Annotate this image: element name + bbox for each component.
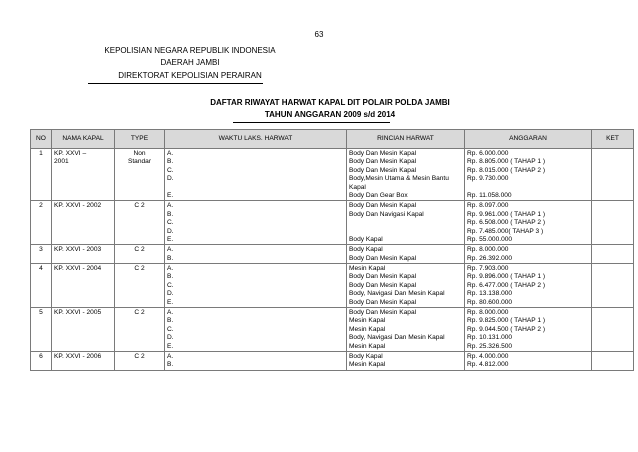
cell-waktu xyxy=(165,351,347,370)
row-number: 3 xyxy=(39,246,43,254)
cell-type xyxy=(115,245,165,264)
item-letter: A. xyxy=(167,265,174,273)
maintenance-detail: Body Dan Gear Box xyxy=(349,191,408,199)
maintenance-detail: Body Dan Mesin Kapal xyxy=(349,309,417,317)
maintenance-detail: Body Dan Mesin Kapal xyxy=(349,281,417,289)
cell-anggaran xyxy=(465,149,592,201)
item-letter: A. xyxy=(167,309,174,317)
ship-name: KP. XXVI - 2006 xyxy=(54,352,102,360)
header-directorate: DIREKTORAT KEPOLISIAN PERAIRAN xyxy=(118,71,262,80)
maintenance-detail: Body Kapal xyxy=(349,352,383,360)
row-number: 1 xyxy=(39,150,43,157)
maintenance-period xyxy=(167,167,344,175)
cell-rincian xyxy=(347,149,465,201)
item-letter: C. xyxy=(167,166,174,174)
maintenance-detail: Body Dan Mesin Kapal xyxy=(349,298,417,306)
column-header-ket: KET xyxy=(592,130,634,149)
column-header-type: TYPE xyxy=(115,130,165,149)
table-row xyxy=(31,264,634,308)
maintenance-period xyxy=(167,326,344,334)
maintenance-history-table xyxy=(30,129,634,371)
cell-nama-kapal xyxy=(52,308,115,352)
cell-rincian xyxy=(347,201,465,245)
maintenance-period xyxy=(167,202,344,210)
cell-anggaran xyxy=(465,351,592,370)
item-letter: C. xyxy=(167,219,174,227)
maintenance-detail: Body Dan Mesin Kapal xyxy=(349,158,417,166)
row-number: 5 xyxy=(39,309,43,317)
maintenance-period xyxy=(167,158,344,166)
maintenance-detail: Body Kapal xyxy=(349,235,383,243)
item-letter: C. xyxy=(167,325,174,333)
cell-no xyxy=(31,201,52,245)
ship-name: KP. XXVI - 2005 xyxy=(54,309,102,317)
budget-amount: Rp. 26.392.000 xyxy=(467,254,513,262)
maintenance-detail: Body Dan Navigasi Kapal xyxy=(349,210,424,218)
document-title: DAFTAR RIWAYAT HARWAT KAPAL DIT POLAIR POLDA JAMBI xyxy=(210,98,450,107)
maintenance-detail xyxy=(349,228,462,236)
cell-no xyxy=(31,149,52,201)
maintenance-detail: Mesin Kapal xyxy=(349,317,386,325)
maintenance-detail: Body Dan Mesin Kapal xyxy=(349,166,417,174)
ship-name: 2001 xyxy=(54,158,69,166)
cell-type xyxy=(115,201,165,245)
cell-ket xyxy=(592,264,634,308)
row-number: 4 xyxy=(39,265,43,273)
budget-amount: Rp. 13.138.000 xyxy=(467,290,513,298)
cell-rincian xyxy=(347,308,465,352)
budget-amount: Rp. 6.477.000 ( TAHAP 2 ) xyxy=(467,281,546,289)
maintenance-period xyxy=(167,255,344,263)
maintenance-period xyxy=(167,211,344,219)
cell-waktu xyxy=(165,201,347,245)
maintenance-detail: Mesin Kapal xyxy=(349,325,386,333)
cell-nama-kapal xyxy=(52,201,115,245)
maintenance-period xyxy=(167,282,344,290)
item-letter: D. xyxy=(167,227,174,235)
maintenance-detail: Body, Navigasi Dan Mesin Kapal xyxy=(349,290,445,298)
cell-anggaran xyxy=(465,308,592,352)
maintenance-period xyxy=(167,184,344,192)
maintenance-detail: Body Dan Mesin Kapal xyxy=(349,273,417,281)
header-institution: KEPOLISIAN NEGARA REPUBLIK INDONESIA xyxy=(104,46,276,55)
ship-type: Non xyxy=(133,150,146,157)
budget-amount: Rp. 9.825.000 ( TAHAP 1 ) xyxy=(467,317,546,325)
budget-amount: Rp. 8.000.000 xyxy=(467,246,509,254)
cell-nama-kapal xyxy=(52,149,115,201)
maintenance-period xyxy=(167,175,344,183)
cell-anggaran xyxy=(465,264,592,308)
title-underline xyxy=(233,122,390,123)
cell-ket xyxy=(592,245,634,264)
maintenance-period xyxy=(167,265,344,273)
cell-ket xyxy=(592,201,634,245)
item-letter: B. xyxy=(167,210,174,218)
document-subtitle: TAHUN ANGGARAN 2009 s/d 2014 xyxy=(264,110,396,119)
cell-waktu xyxy=(165,245,347,264)
item-letter: B. xyxy=(167,254,174,262)
column-header-nama-kapal: NAMA KAPAL xyxy=(52,130,115,149)
item-letter: E. xyxy=(167,191,174,199)
maintenance-detail: Body Dan Mesin Kapal xyxy=(349,254,417,262)
cell-waktu xyxy=(165,264,347,308)
budget-amount: Rp. 11.058.000 xyxy=(467,191,512,199)
maintenance-period xyxy=(167,219,344,227)
table-header-row xyxy=(31,130,634,149)
item-letter: B. xyxy=(167,317,174,325)
budget-amount: Rp. 4.812.000 xyxy=(467,361,509,369)
item-letter: B. xyxy=(167,158,174,166)
header-region: DAERAH JAMBI xyxy=(160,58,220,67)
budget-amount: Rp. 6.508.000 ( TAHAP 2 ) xyxy=(467,219,546,227)
cell-ket xyxy=(592,308,634,352)
budget-amount: Rp. 9.961.000 ( TAHAP 1 ) xyxy=(467,210,546,218)
budget-amount: Rp. 8.015.000 ( TAHAP 2 ) xyxy=(467,166,546,174)
item-letter: D. xyxy=(167,334,174,342)
maintenance-detail: Body, Navigasi Dan Mesin Kapal xyxy=(349,334,445,342)
cell-rincian xyxy=(347,351,465,370)
item-letter: E. xyxy=(167,298,174,306)
cell-type xyxy=(115,149,165,201)
item-letter: A. xyxy=(167,352,174,360)
cell-anggaran xyxy=(465,245,592,264)
cell-rincian xyxy=(347,245,465,264)
budget-amount: Rp. 80.600.000 xyxy=(467,298,513,306)
item-letter: E. xyxy=(167,342,174,350)
budget-amount: Rp. 7.903.000 xyxy=(467,265,509,273)
maintenance-period xyxy=(167,299,344,307)
maintenance-period xyxy=(167,343,344,351)
cell-rincian xyxy=(347,264,465,308)
ship-name: KP. XXVI - 2003 xyxy=(54,246,102,254)
budget-amount xyxy=(467,184,589,192)
budget-amount: Rp. 25.326.500 xyxy=(467,342,513,350)
table-row xyxy=(31,245,634,264)
maintenance-period xyxy=(167,361,344,369)
table-body xyxy=(31,149,634,371)
cell-type xyxy=(115,308,165,352)
ship-type: C 2 xyxy=(134,265,145,273)
budget-amount: Rp. 7.485.000( TAHAP 3 ) xyxy=(467,227,544,235)
item-letter: B. xyxy=(167,361,174,369)
ship-name: KP. XXVI – xyxy=(54,150,87,157)
item-letter: D. xyxy=(167,290,174,298)
cell-anggaran xyxy=(465,201,592,245)
maintenance-period xyxy=(167,228,344,236)
cell-waktu xyxy=(165,149,347,201)
column-header-no: NO xyxy=(31,130,52,149)
cell-nama-kapal xyxy=(52,264,115,308)
maintenance-period xyxy=(167,353,344,361)
ship-type: Standar xyxy=(127,158,152,166)
table-row xyxy=(31,351,634,370)
table-row xyxy=(31,201,634,245)
maintenance-period xyxy=(167,246,344,254)
budget-amount: Rp. 8.097.000 xyxy=(467,202,509,210)
item-letter: D. xyxy=(167,175,174,183)
cell-no xyxy=(31,308,52,352)
cell-type xyxy=(115,264,165,308)
maintenance-detail: Mesin Kapal xyxy=(349,361,386,369)
row-number: 2 xyxy=(39,202,43,210)
budget-amount: Rp. 4.000.000 xyxy=(467,352,509,360)
item-letter: A. xyxy=(167,246,174,254)
maintenance-period xyxy=(167,317,344,325)
item-letter: A. xyxy=(167,150,174,157)
budget-amount: Rp. 9.044.500 ( TAHAP 2 ) xyxy=(467,325,546,333)
header-underline xyxy=(88,83,263,84)
maintenance-period xyxy=(167,192,344,200)
cell-ket xyxy=(592,149,634,201)
cell-no xyxy=(31,264,52,308)
column-header-anggaran: ANGGARAN xyxy=(465,130,592,149)
item-letter: A. xyxy=(167,202,174,210)
budget-amount: Rp. 55.000.000 xyxy=(467,235,513,243)
cell-type xyxy=(115,351,165,370)
budget-amount: Rp. 10.131.000 xyxy=(467,334,513,342)
table-row xyxy=(31,308,634,352)
budget-amount: Rp. 8.000.000 xyxy=(467,309,509,317)
maintenance-period xyxy=(167,334,344,342)
maintenance-detail xyxy=(349,219,462,227)
budget-amount: Rp. 9.896.000 ( TAHAP 1 ) xyxy=(467,273,546,281)
maintenance-detail: Mesin Kapal xyxy=(349,265,386,273)
ship-name: KP. XXVI - 2002 xyxy=(54,202,102,210)
column-header-waktu: WAKTU LAKS. HARWAT xyxy=(165,130,347,149)
item-letter: E. xyxy=(167,235,174,243)
cell-ket xyxy=(592,351,634,370)
column-header-rincian: RINCIAN HARWAT xyxy=(347,130,465,149)
maintenance-detail: Body Dan Mesin Kapal xyxy=(349,150,417,157)
page-number: 63 xyxy=(314,30,324,39)
budget-amount: Rp. 8.805.000 ( TAHAP 1 ) xyxy=(467,158,546,166)
maintenance-detail: Kapal xyxy=(349,183,366,191)
table-row xyxy=(31,149,634,201)
cell-waktu xyxy=(165,308,347,352)
item-letter: B. xyxy=(167,273,174,281)
ship-type: C 2 xyxy=(134,202,145,210)
maintenance-period xyxy=(167,290,344,298)
budget-amount: Rp. 6.000.000 xyxy=(467,150,509,157)
ship-type: C 2 xyxy=(134,309,145,317)
ship-type: C 2 xyxy=(134,246,145,254)
maintenance-detail: Body,Mesin Utama & Mesin Bantu xyxy=(349,175,449,183)
maintenance-period xyxy=(167,309,344,317)
maintenance-period xyxy=(167,273,344,281)
item-letter: C. xyxy=(167,281,174,289)
ship-type: C 2 xyxy=(134,352,145,360)
maintenance-period xyxy=(167,236,344,244)
budget-amount: Rp. 9.730.000 xyxy=(467,175,509,183)
maintenance-detail: Mesin Kapal xyxy=(349,342,386,350)
ship-name: KP. XXVI - 2004 xyxy=(54,265,102,273)
maintenance-detail: Body Dan Mesin Kapal xyxy=(349,202,417,210)
cell-no xyxy=(31,245,52,264)
cell-no xyxy=(31,351,52,370)
cell-nama-kapal xyxy=(52,351,115,370)
cell-nama-kapal xyxy=(52,245,115,264)
maintenance-period xyxy=(167,150,344,158)
row-number: 6 xyxy=(39,352,43,360)
maintenance-detail: Body Kapal xyxy=(349,246,383,254)
